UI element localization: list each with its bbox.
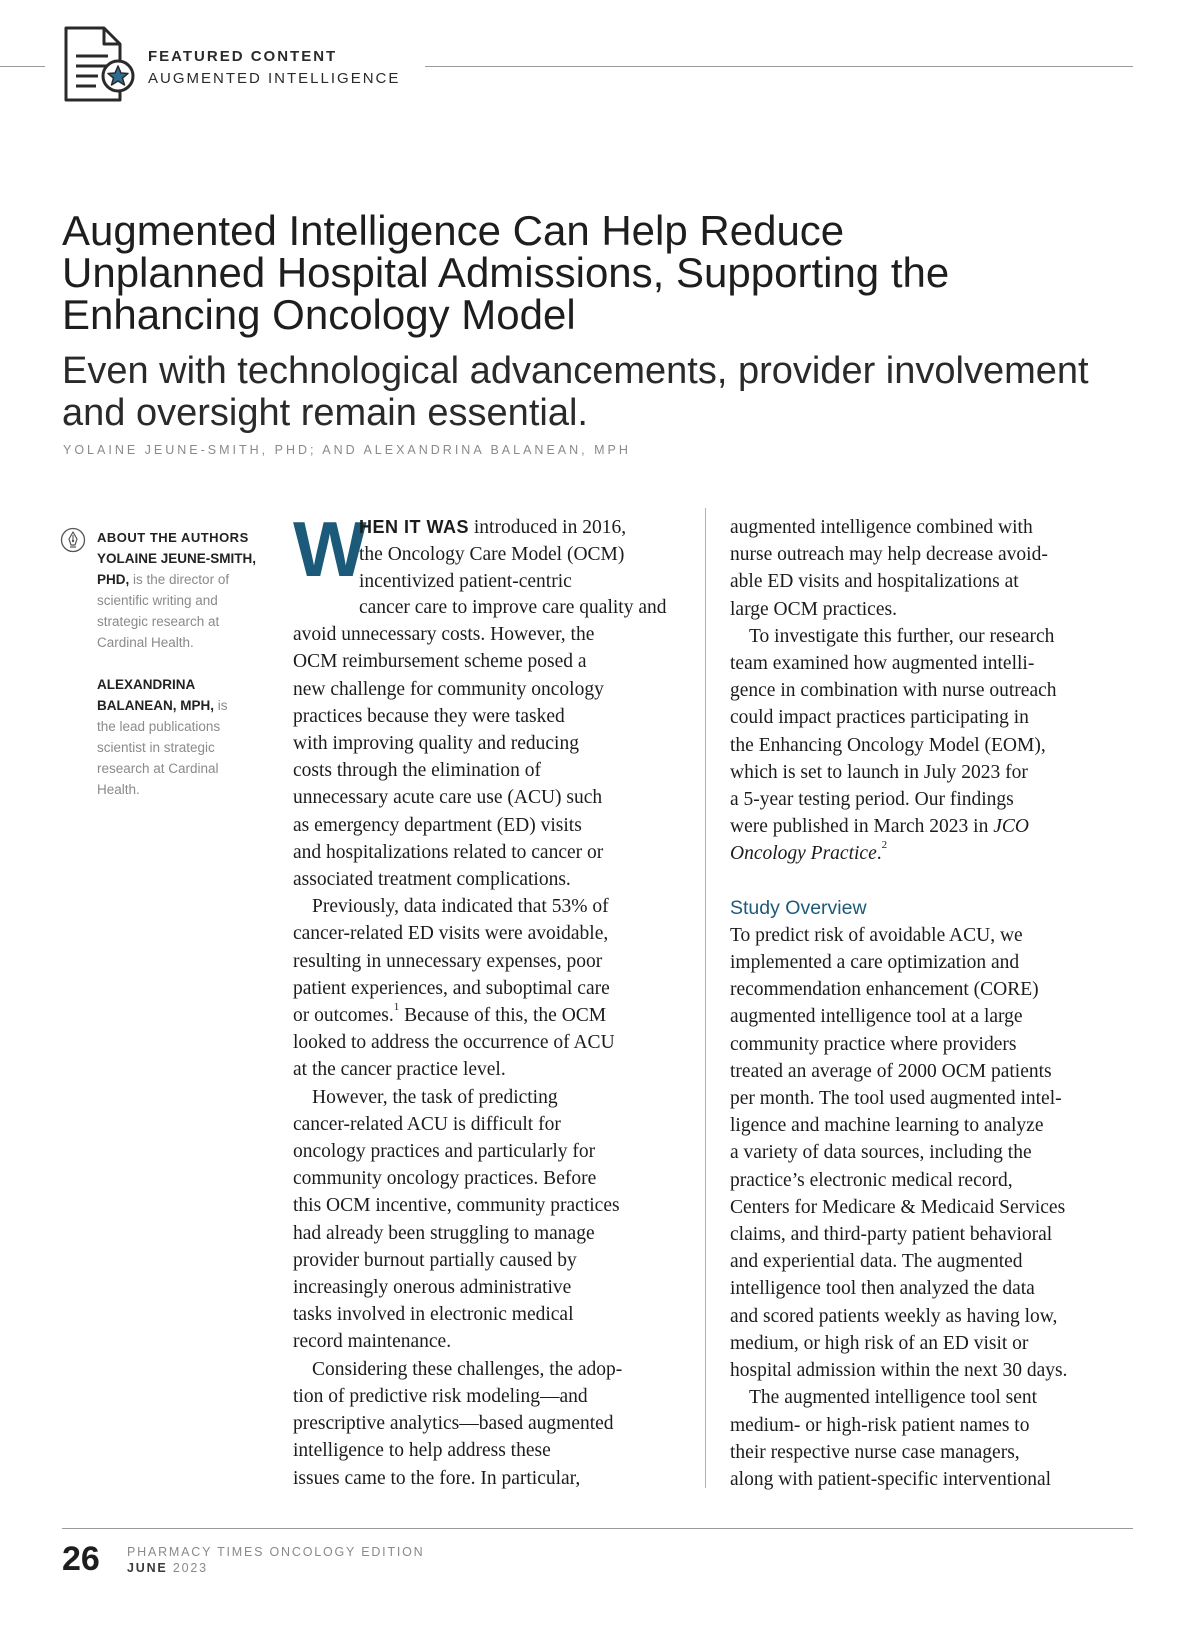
body-line: practice’s electronic medical record, [730,1169,1013,1191]
body-line: OCM reimbursement scheme posed a [293,651,587,673]
body-line: nurse outreach may help decrease avoid- [730,544,1048,566]
body-line: increasingly onerous administrative [293,1277,572,1299]
issue-date [127,1561,208,1575]
body-line: could impact practices participating in [730,707,1029,729]
body-line: cancer-related ED visits were avoidable, [293,923,609,945]
body-line: introduced in 2016, [473,517,627,538]
author2-bio-line: the lead publications [97,719,221,734]
body-line: implemented a care optimization and [730,952,1020,974]
author1-bio: is the director of [133,572,230,587]
pen-nib-icon [60,527,86,553]
body-line: looked to address the occurrence of ACU [293,1032,615,1054]
body-line: treated an average of 2000 OCM patients [730,1060,1052,1082]
body-line: patient experiences, and suboptimal care [293,977,610,999]
body-line: medium, or high risk of an ED visit or [730,1332,1029,1354]
body-line: a 5-year testing period. Our findings [730,789,1014,811]
body-line: unnecessary acute care use (ACU) such [293,787,603,809]
author1-name: YOLAINE JEUNE-SMITH, [97,551,257,566]
reference-1: 1 [393,1001,400,1014]
body-line: the Oncology Care Model (OCM) [359,544,625,566]
body-line: and experiential data. The augmented [730,1251,1023,1273]
body-line: Because of this, the OCM [399,1005,607,1027]
title-line: Unplanned Hospital Admissions, Supporting the [62,249,950,296]
body-line: new challenge for community oncology [293,678,604,700]
body-line: issues came to the fore. In particular, [293,1467,581,1489]
subtitle-line: Even with technological advancements, provider involvement [62,350,1089,392]
body-line: intelligence tool then analyzed the data [730,1278,1035,1300]
author1-degree: PHD, [97,572,130,587]
body-line: at the cancer practice level. [293,1059,506,1081]
header-rule-right [425,66,1133,67]
body-line: large OCM practices. [730,598,897,620]
body-line: cancer care to improve care quality and [359,597,667,618]
body-line: team examined how augmented intelli- [730,653,1035,675]
featured-content-label: FEATURED CONTENT [148,48,338,65]
section-label: AUGMENTED INTELLIGENCE [148,70,401,87]
issue-month: JUNE [127,1561,168,1575]
body-line: intelligence to help address these [293,1440,551,1462]
title-line: Augmented Intelligence Can Help Reduce [62,207,845,254]
column-divider [705,508,706,1488]
body-line: practices because they were tasked [293,705,565,727]
journal-name: JCO [993,816,1029,838]
body-line: as emergency department (ED) visits [293,814,582,836]
body-line: hospital admission within the next 30 days. [730,1360,1068,1382]
byline: YOLAINE JEUNE-SMITH, PHD; AND ALEXANDRINA BALANEAN, MPH [63,443,631,457]
header-rule-left [0,66,45,67]
document-star-icon [60,26,140,106]
body-line: gence in combination with nurse outreach [730,680,1057,702]
body-line: augmented intelligence combined with [730,517,1033,538]
body-line: and hospitalizations related to cancer or [293,841,604,863]
author2-name-degree: BALANEAN, MPH, [97,698,214,713]
subtitle-line: and oversight remain essential. [62,392,588,434]
body-line: augmented intelligence tool at a large [730,1006,1023,1028]
article-subtitle [62,350,1162,434]
body-line: avoid unnecessary costs. However, the [293,624,595,646]
body-line: community practice where providers [730,1033,1017,1055]
body-line: resulting in unnecessary expenses, poor [293,950,603,972]
body-line: The augmented intelligence tool sent [749,1387,1038,1409]
body-line: tasks involved in electronic medical [293,1304,574,1326]
author1-bio-line: scientific writing and [97,593,218,608]
article-title [62,207,1152,338]
body-line: and scored patients weekly as having low, [730,1305,1058,1327]
author2-bio-line: scientist in strategic [97,740,215,755]
author1-bio-line: strategic research at [97,614,220,629]
body-line: a variety of data sources, including the [730,1142,1032,1164]
body-line: community oncology practices. Before [293,1168,597,1190]
body-line: Considering these challenges, the adop- [312,1358,623,1380]
body-line: or outcomes. [293,1005,394,1027]
body-line: had already been struggling to manage [293,1222,595,1244]
body-line: recommendation enhancement (CORE) [730,979,1039,1001]
body-line: To investigate this further, our research [749,625,1055,647]
body-line: Previously, data indicated that 53% of [312,896,609,918]
publication-name: PHARMACY TIMES ONCOLOGY EDITION [127,1545,425,1559]
body-line: which is set to launch in July 2023 for [730,761,1028,783]
body-line: cancer-related ACU is difficult for [293,1113,561,1135]
body-line: this OCM incentive, community practices [293,1195,620,1217]
body-line: record maintenance. [293,1331,452,1353]
about-heading: ABOUT THE AUTHORS [97,530,249,545]
body-line: incentivized patient-centric [359,571,572,593]
body-column-2: augmented intelligence combined with nurse outreach may help decrease avoid- able ED visits and hospitalizations at large OCM practices. To investigate this further, our research team examined how augmented intelli- gence in combination with nurse outreach could impact practices participating in the Enhancing Oncology Model (EOM), which is set to launch in July 2023 for a 5-year testing period. Our findings were published in March 2023 in JCO Oncology Practice.$^2$ Study Overview To predict risk of avoidable ACU, we implemented a care optimization and recommendation enhancement (CORE) augmented intelligence tool at a large community practice where providers treated an average of 2000 OCM patients per month. The tool used augmented intel- ligence and machine learning to analyze a variety of data sources, including the practice’s electronic medical record, Centers for Medicare & Medicaid Services claims, and third-party patient behavioral and experiential data. The augmented intelligence tool then analyzed the data and scored patients weekly as having low, medium, or high risk of an ED visit or hospital admission within the next 30 days. The augmented intelligence tool sent medium- or high-risk patient names to their respective nurse case managers, along with patient-specific interventional [730,514,1125,1493]
body-line: the Enhancing Oncology Model (EOM), [730,734,1046,756]
author2-bio-line: research at Cardinal [97,761,219,776]
author2-bio: is [217,698,228,713]
title-line: Enhancing Oncology Model [62,291,576,338]
body-line: provider burnout partially caused by [293,1249,577,1271]
body-line: costs through the elimination of [293,760,542,782]
body-line: along with patient-specific interventional [730,1468,1052,1490]
body-line: per month. The tool used augmented intel- [730,1088,1062,1110]
about-the-authors [97,527,267,800]
issue-year: 2023 [172,1561,208,1575]
body-line: To predict risk of avoidable ACU, we [730,924,1023,946]
author1-bio-line: Cardinal Health. [97,635,194,650]
body-line: claims, and third-party patient behavioral [730,1224,1053,1246]
lead-in: HEN IT WAS [359,517,470,537]
body-line: However, the task of predicting [312,1086,558,1108]
author2-bio-line: Health. [97,782,140,797]
body-line: associated treatment complications. [293,869,571,891]
body-line: prescriptive analytics—based augmented [293,1413,614,1435]
body-line: tion of predictive risk modeling—and [293,1385,588,1407]
reference-2: 2 [881,839,888,852]
body-line: ligence and machine learning to analyze [730,1115,1044,1137]
body-line: with improving quality and reducing [293,733,579,755]
body-line: medium- or high-risk patient names to [730,1414,1030,1436]
drop-cap: W [293,505,367,593]
body-line: were published in March 2023 in [730,816,994,838]
body-line: Centers for Medicare & Medicaid Services [730,1196,1066,1218]
page-number: 26 [62,1540,100,1578]
author2-name: ALEXANDRINA [97,677,196,692]
footer-rule [62,1528,1133,1529]
body-column-1 [293,505,688,1492]
body-line: oncology practices and particularly for [293,1141,596,1163]
journal-name: Oncology Practice [730,843,877,865]
section-heading: Study Overview [730,896,867,919]
body-line: able ED visits and hospitalizations at [730,571,1019,593]
body-line: their respective nurse case managers, [730,1441,1020,1463]
